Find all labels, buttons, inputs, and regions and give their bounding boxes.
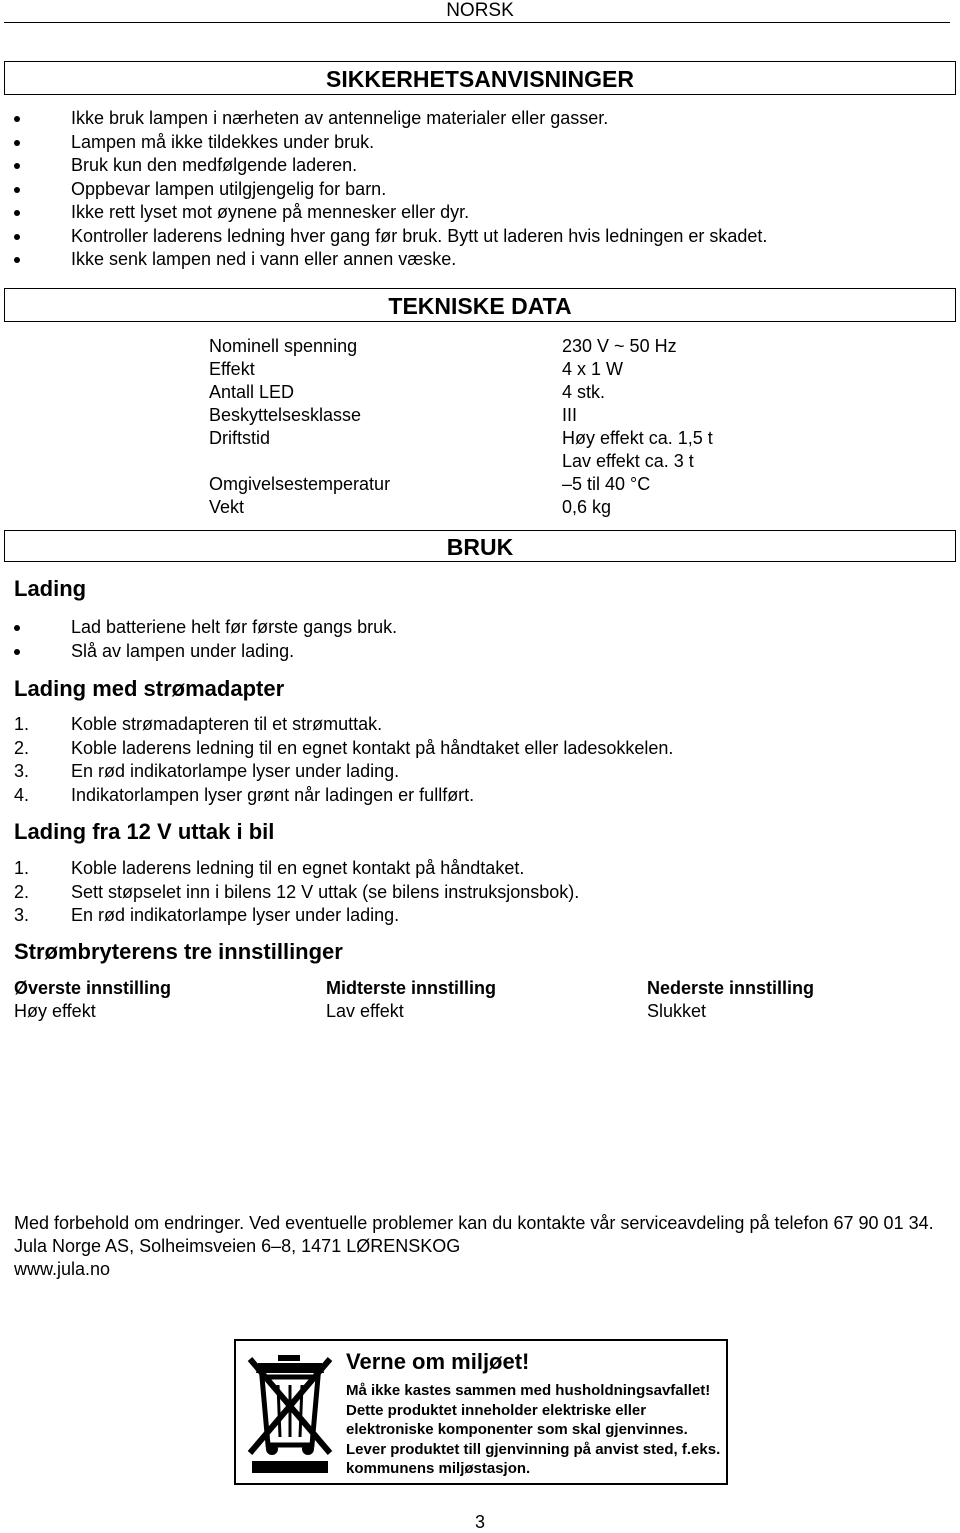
environment-line: Må ikke kastes sammen med husholdningsavfallet! <box>346 1382 711 1399</box>
spec-row <box>209 450 713 473</box>
charging-item: Lad batteriene helt før første gangs bruk. <box>0 616 397 640</box>
step-text: Koble strømadapteren til et strømuttak. <box>71 714 383 734</box>
footer-address: Jula Norge AS, Solheimsveien 6–8, 1471 LØRENSKOG <box>14 1236 461 1256</box>
step-number: 3. <box>14 905 30 925</box>
page-number: 3 <box>474 1512 485 1532</box>
footer-contact <box>14 1212 946 1281</box>
spec-value: Lav effekt ca. 3 t <box>562 451 694 471</box>
spec-row <box>209 335 713 358</box>
environment-line: kommunens miljøstasjon. <box>346 1460 531 1477</box>
spec-row <box>209 496 713 519</box>
usage-title: BRUK <box>446 534 514 560</box>
spec-row <box>209 358 713 381</box>
setting-middle <box>326 977 496 1023</box>
environment-title: Verne om miljøet! <box>346 1349 530 1374</box>
environment-notice <box>234 1339 728 1485</box>
safety-item: Kontroller laderens ledning hver gang før bruk. Bytt ut laderen hvis ledningen er skadet. <box>0 225 767 249</box>
step-number: 3. <box>14 761 30 781</box>
spec-value: 0,6 kg <box>562 497 612 517</box>
usage-section-header <box>4 530 956 562</box>
adapter-steps <box>0 713 673 807</box>
spec-value: Høy effekt ca. 1,5 t <box>562 428 713 448</box>
spec-label: Beskyttelsesklasse <box>209 405 362 425</box>
step-item <box>0 760 673 784</box>
spec-row <box>209 404 713 427</box>
safety-title: SIKKERHETSANVISNINGER <box>326 66 634 92</box>
spec-value: 4 stk. <box>562 382 606 402</box>
step-number: 4. <box>14 784 30 805</box>
safety-item: Ikke rett lyset mot øynene på mennesker eller dyr. <box>0 201 767 225</box>
setting-heading: Nederste innstilling <box>647 978 815 998</box>
step-text: En rød indikatorlampe lyser under lading. <box>71 761 400 781</box>
spec-row <box>209 381 713 404</box>
setting-bottom <box>647 977 814 1023</box>
step-text: Koble laderens ledning til en egnet kontakt på håndtaket eller ladesokkelen. <box>71 737 674 758</box>
switch-heading: Strømbryterens tre innstillinger <box>14 939 343 964</box>
step-number: 1. <box>14 858 30 878</box>
step-number: 2. <box>14 737 30 758</box>
spec-label: Effekt <box>209 359 255 379</box>
footer-disclaimer: Med forbehold om endringer. Ved eventuelle problemer kan du kontakte vår serviceavdeling på telefon 67 90 01 34. <box>14 1213 934 1233</box>
spec-label: Nominell spenning <box>209 336 358 356</box>
spec-label: Antall LED <box>209 382 295 402</box>
adapter-heading: Lading med strømadapter <box>14 676 285 701</box>
step-item <box>0 881 579 905</box>
environment-line: Dette produktet inneholder elektriske eller <box>346 1401 647 1419</box>
step-item <box>0 737 673 761</box>
step-item <box>0 904 579 928</box>
spec-value: –5 til 40 °C <box>562 474 651 494</box>
step-item <box>0 713 673 737</box>
spec-value: 4 x 1 W <box>562 359 624 379</box>
step-item <box>0 784 673 808</box>
car-heading: Lading fra 12 V uttak i bil <box>14 819 275 844</box>
safety-list <box>0 107 767 272</box>
step-text: Koble laderens ledning til en egnet kontakt på håndtaket. <box>71 858 525 878</box>
step-text: Sett støpselet inn i bilens 12 V uttak (se bilens instruksjonsbok). <box>71 881 580 902</box>
spec-label: Omgivelsestemperatur <box>209 474 391 494</box>
safety-item: Ikke bruk lampen i nærheten av antennelige materialer eller gasser. <box>0 107 767 131</box>
step-number: 2. <box>14 881 30 902</box>
environment-text <box>346 1381 720 1479</box>
environment-line: Lever produktet till gjenvinning på anvist sted, f.eks. <box>346 1440 721 1458</box>
charging-item: Slå av lampen under lading. <box>0 640 397 664</box>
step-number: 1. <box>14 714 30 734</box>
technical-section-header <box>4 288 956 322</box>
switch-settings <box>14 977 954 1027</box>
spec-row <box>209 473 713 496</box>
safety-section-header <box>4 61 956 95</box>
spec-value: 230 V ~ 50 Hz <box>562 336 677 356</box>
step-text: Indikatorlampen lyser grønt når ladingen er fullført. <box>71 784 475 805</box>
step-text: En rød indikatorlampe lyser under lading. <box>71 905 400 925</box>
spec-label: Vekt <box>209 497 245 517</box>
setting-value: Lav effekt <box>326 1001 404 1021</box>
step-item <box>0 857 579 881</box>
safety-item: Lampen må ikke tildekkes under bruk. <box>0 131 767 155</box>
car-steps <box>0 857 579 928</box>
spec-row <box>209 427 713 450</box>
technical-specs-table <box>209 335 713 519</box>
technical-title: TEKNISKE DATA <box>388 293 572 319</box>
footer-website: www.jula.no <box>14 1259 111 1279</box>
spec-label <box>209 450 562 473</box>
setting-top <box>14 977 171 1023</box>
setting-heading: Øverste innstilling <box>14 978 172 998</box>
charging-heading: Lading <box>14 576 87 601</box>
environment-line: elektroniske komponenter som skal gjenvinnes. <box>346 1421 688 1438</box>
safety-item: Ikke senk lampen ned i vann eller annen væske. <box>0 248 767 272</box>
header-divider <box>4 22 950 23</box>
spec-value: III <box>562 405 578 425</box>
spec-label: Driftstid <box>209 428 271 448</box>
setting-value: Slukket <box>647 1001 707 1021</box>
header-language: NORSK <box>446 0 514 21</box>
charging-list <box>0 616 397 663</box>
crossed-out-wheelie-bin-icon <box>242 1349 338 1477</box>
safety-item: Oppbevar lampen utilgjengelig for barn. <box>0 178 767 202</box>
setting-heading: Midterste innstilling <box>326 978 497 998</box>
safety-item: Bruk kun den medfølgende laderen. <box>0 154 767 178</box>
setting-value: Høy effekt <box>14 1001 96 1021</box>
